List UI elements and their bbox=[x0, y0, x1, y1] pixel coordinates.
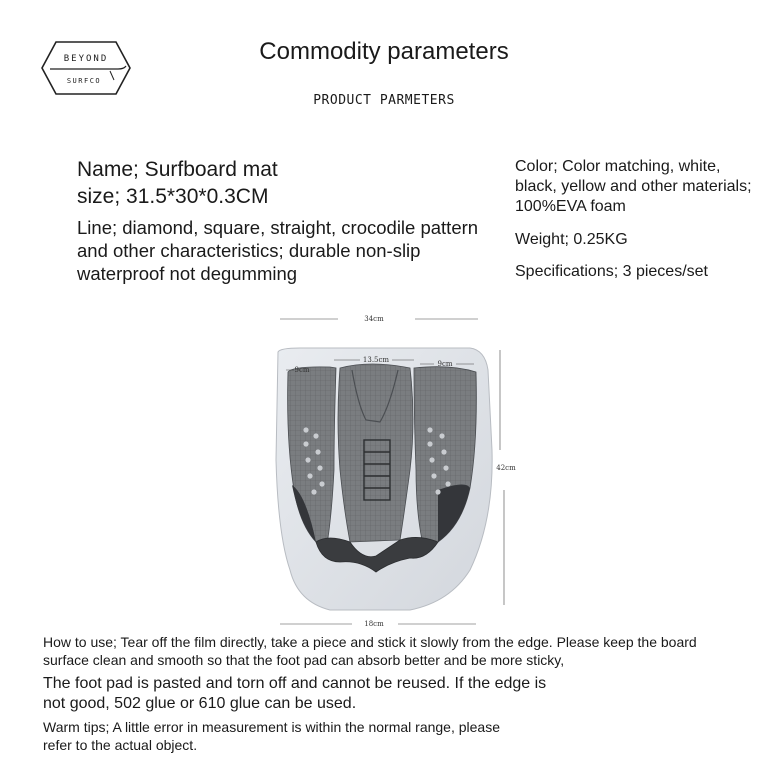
dim-top-label: 34cm bbox=[364, 315, 384, 323]
product-image bbox=[270, 310, 520, 630]
page-title: Commodity parameters bbox=[259, 38, 509, 65]
paste-note: The foot pad is pasted and torn off and cannot be reused. If the edge is not good, 502 glue or 610 glue can be used. bbox=[43, 675, 547, 712]
dim-center-piece-label: 13.5cm bbox=[362, 356, 390, 364]
logo-top-text: BEYOND bbox=[63, 54, 109, 64]
param-specs: Specifications; 3 pieces/set bbox=[515, 263, 708, 280]
param-weight: Weight; 0.25KG bbox=[515, 231, 628, 248]
warm-tips: Warm tips; A little error in measurement is within the normal range, please refer to the actual object. bbox=[43, 719, 501, 753]
dim-height-label: 42cm bbox=[496, 464, 516, 472]
dim-right-piece-label: 9cm bbox=[437, 360, 453, 368]
param-size: size; 31.5*30*0.3CM bbox=[77, 185, 269, 208]
param-color: Color; Color matching, white, black, yellow and other materials; 100%EVA foam bbox=[515, 158, 752, 215]
page-subtitle: PRODUCT PARMETERS bbox=[313, 93, 455, 108]
param-line: Line; diamond, square, straight, crocodile pattern and other characteristics; durable non-slip waterproof not degumming bbox=[77, 217, 479, 284]
usage-instructions: How to use; Tear off the film directly, take a piece and stick it slowly from the edge. Please keep the board surface clean and smooth so that the foot pad can absorb better and be more sticky, bbox=[43, 634, 697, 668]
logo-bottom-text: SURFCO bbox=[66, 77, 102, 85]
param-name: Name; Surfboard mat bbox=[77, 158, 278, 181]
dim-bottom-label: 18cm bbox=[364, 620, 384, 628]
dim-left-piece-label: 9cm bbox=[294, 366, 310, 374]
